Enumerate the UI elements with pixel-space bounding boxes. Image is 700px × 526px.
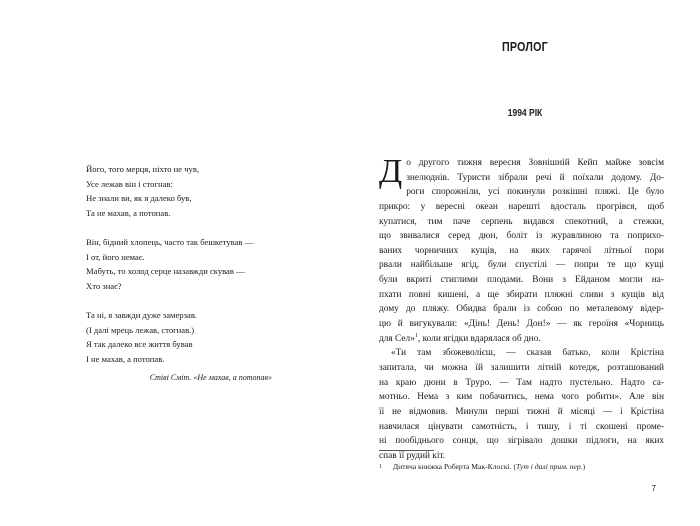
text-line: цю й вигукували: «Дінь! День! Дон!» — як героїня «Чорниць [379, 319, 664, 330]
text-line: знелюднів. Туристи зібрали речі й поїхали додому. До- [406, 172, 664, 183]
text-line: купатися, тим паче серпень видався спекотний, а стежки, [379, 216, 664, 227]
text-line: мотньо. Нема з ким побачитись, нема чого робити». Але він [379, 392, 664, 403]
text-line: запитала, чи можна їй залишити літній котедж, розташований [379, 362, 664, 373]
footnote-marker: 1 [379, 464, 382, 470]
drop-cap: Д [379, 153, 403, 190]
text-line: о другого тижня вересня Зовнішній Кейп майже зовсім [406, 158, 664, 168]
poem-line: І от, його немає. [86, 251, 145, 262]
footnote-divider [379, 450, 434, 451]
text-line: на краю дюни в Труро. — Там надто пустельно. Надто са- [379, 377, 664, 388]
text-line: були вкриті стиглими плодами. Вони з Ейданом могли на- [379, 275, 664, 286]
text-line: спав її рудий кіт. [379, 450, 446, 461]
body-text [379, 153, 664, 463]
text-fragment: , коли ягідки вдарялася об дно. [417, 333, 541, 344]
text-line: дому до пляжу. Обидва брали із собою по металевому відер- [379, 304, 664, 315]
poem-line: Хто знає? [86, 280, 122, 291]
poem-line: Він, бідний хлопець, часто так бешкетував — [86, 236, 254, 247]
footnote-reference[interactable]: 1 [414, 332, 418, 339]
paragraph-2 [379, 346, 664, 463]
text-line: «Ти там збожеволієш, — сказав батько, коли Крістіна [391, 348, 664, 359]
poem-line: І не махав, а потопав. [86, 353, 165, 364]
poem-line: Мабуть, то холод серце назавжди скував — [86, 266, 245, 277]
footnote-text: Дитяча книжка Роберта Мак-Клоскі. ( [393, 462, 516, 471]
poem-attribution: Стіві Сміт. «Не махав, а потопав» [149, 373, 272, 383]
page-number: 7 [651, 484, 656, 493]
text-line: ваних чорничних кущів, на яких гарячої літньої пори [379, 245, 664, 256]
poem-line: Його, того мерця, ніхто не чув, [86, 164, 200, 174]
poem-stanza [86, 308, 286, 366]
poem-line: Та не махав, а потопав. [86, 207, 171, 218]
text-line: ні пообіднього сонця, що зігрівало дошки підлоги, на яких [379, 436, 664, 447]
footnote-close: ) [582, 462, 586, 471]
epigraph-poem [86, 162, 286, 384]
text-fragment: для Сел» [379, 333, 415, 344]
chapter-title: ПРОЛОГ [502, 39, 548, 54]
poem-line: (І далі мрець лежав, стогнав.) [86, 324, 195, 335]
text-line: прикро: у вересні океан нарешті вдосталь прогрівся, щоб [379, 201, 664, 212]
text-line: що звивалися серед дюн, боліт із журавлиною та поприхо- [379, 231, 664, 242]
text-line [379, 332, 664, 347]
text-line: навчилася цінувати самотність, і тишу, і ті скошені проме- [379, 421, 664, 432]
text-line: пхати повні кишені, а ще збирати пляжні сливи з кущів від [379, 289, 664, 300]
poem-line: Та ні, я завжди дуже замерзав. [86, 309, 198, 320]
year-heading: 1994 РІК [507, 108, 543, 119]
text-line: рвали найбільше ягід, були спустілі — попри те що кущі [379, 260, 664, 271]
right-page [350, 0, 700, 526]
text-line: роги спорожніли, усі покинули розкішні пляжі. Це було [406, 187, 664, 198]
poem-line: Усе лежав він і стогнав: [86, 178, 173, 189]
poem-stanza [86, 235, 286, 293]
text-line: її не відмовив. Минули перші тижні й місяці — і Крістіна [379, 406, 664, 417]
poem-line: Не знали ви, як я далеко був, [86, 193, 192, 204]
footnote [379, 462, 664, 472]
poem-stanza [86, 162, 286, 220]
paragraph-1 [379, 153, 664, 346]
poem-line: Я так далеко все життя бував [86, 339, 193, 350]
footnote-italic-note: Тут і далі прим. пер. [515, 462, 583, 471]
